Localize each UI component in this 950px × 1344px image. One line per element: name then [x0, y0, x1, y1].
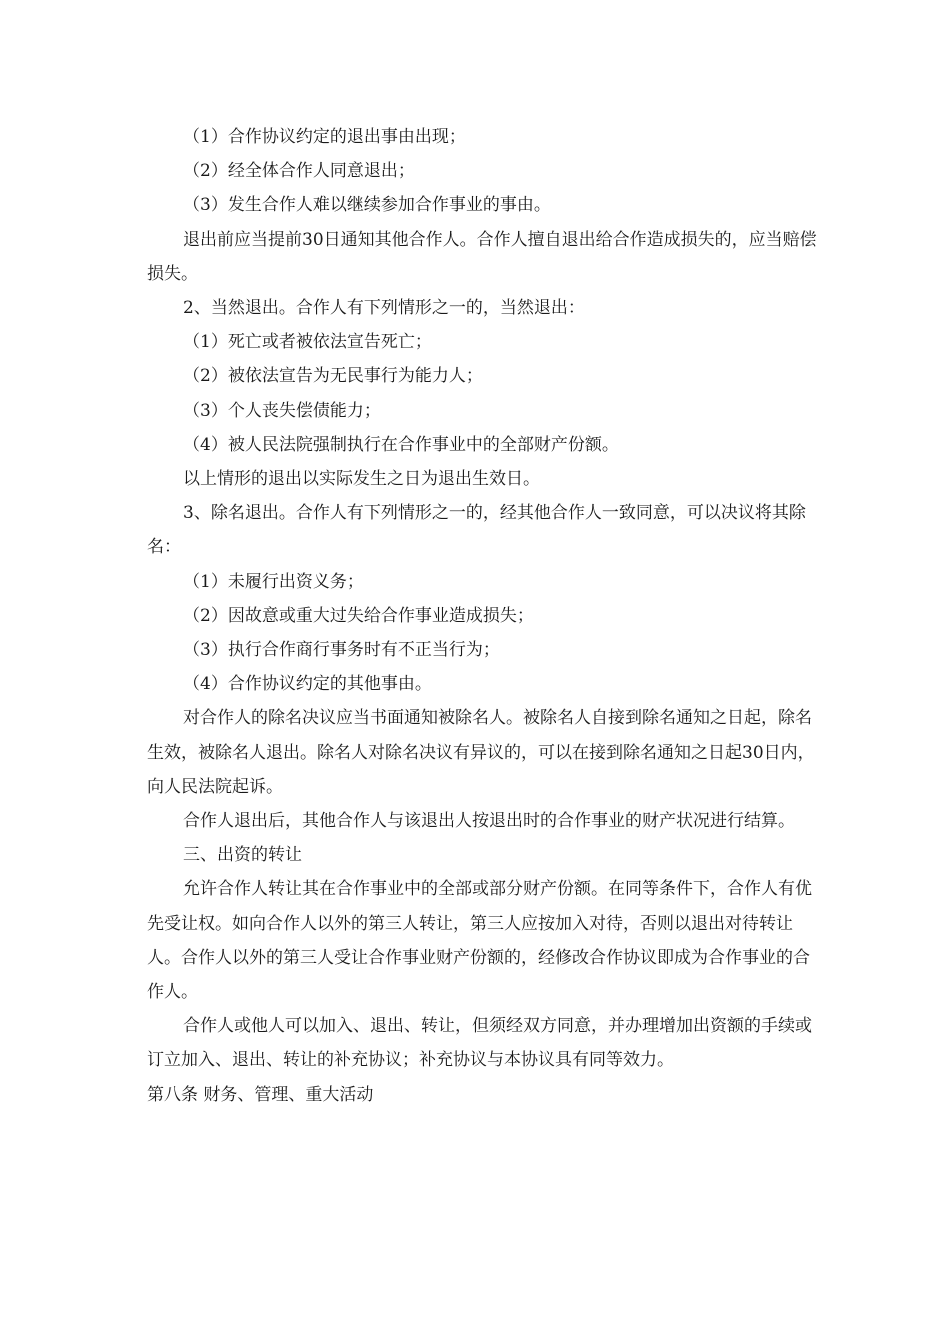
- paragraph: （1）未履行出资义务；: [183, 571, 364, 592]
- paragraph: （3）个人丧失偿债能力；: [183, 400, 381, 421]
- paragraph: （2）被依法宣告为无民事行为能力人；: [183, 366, 483, 387]
- paragraph: （4）合作协议约定的其他事由。: [183, 674, 432, 695]
- paragraph: 3、除名退出。合作人有下列情形之一的，经其他合作人一致同意，可以决议将其除名：: [147, 503, 806, 558]
- paragraph: 允许合作人转让其在合作事业中的全部或部分财产份额。在同等条件下，合作人有优先受让权。如向合作人以外的第三人转让，第三人应按加入对待，否则以退出对待转让人。合作人以外的第三人受让合作事业财产份额的，经修改合作协议即成为合作事业的合作人。: [147, 879, 812, 1003]
- paragraph: （2）因故意或重大过失给合作事业造成损失；: [183, 605, 534, 626]
- paragraph: （1）合作协议约定的退出事由出现；: [183, 127, 466, 147]
- paragraph: 合作人退出后，其他合作人与该退出人按退出时的合作事业的财产状况进行结算。: [183, 811, 795, 832]
- paragraph: 合作人或他人可以加入、退出、转让，但须经双方同意，并办理增加出资额的手续或订立加入、退出、转让的补充协议；补充协议与本协议具有同等效力。: [147, 1016, 812, 1071]
- paragraph: （3）发生合作人难以继续参加合作事业的事由。: [183, 195, 551, 216]
- paragraph: 退出前应当提前30日通知其他合作人。合作人擅自退出给合作造成损失的，应当赔偿损失。: [147, 229, 817, 284]
- paragraph: （2）经全体合作人同意退出；: [183, 161, 415, 182]
- section-heading: 三、出资的转让: [183, 845, 302, 866]
- paragraph: （3）执行合作商行事务时有不正当行为；: [183, 640, 500, 661]
- document-body: [147, 120, 817, 1112]
- paragraph: （1）死亡或者被依法宣告死亡；: [183, 332, 432, 353]
- paragraph: 以上情形的退出以实际发生之日为退出生效日。: [183, 469, 540, 490]
- article-heading: 第八条 财务、管理、重大活动: [147, 1084, 374, 1105]
- paragraph: （4）被人民法院强制执行在合作事业中的全部财产份额。: [183, 434, 619, 455]
- paragraph: 对合作人的除名决议应当书面通知被除名人。被除名人自接到除名通知之日起，除名生效，被除名人退出。除名人对除名决议有异议的，可以在接到除名通知之日起30日内，向人民法院起诉。: [147, 708, 815, 797]
- paragraph: 2、当然退出。合作人有下列情形之一的，当然退出：: [183, 298, 585, 319]
